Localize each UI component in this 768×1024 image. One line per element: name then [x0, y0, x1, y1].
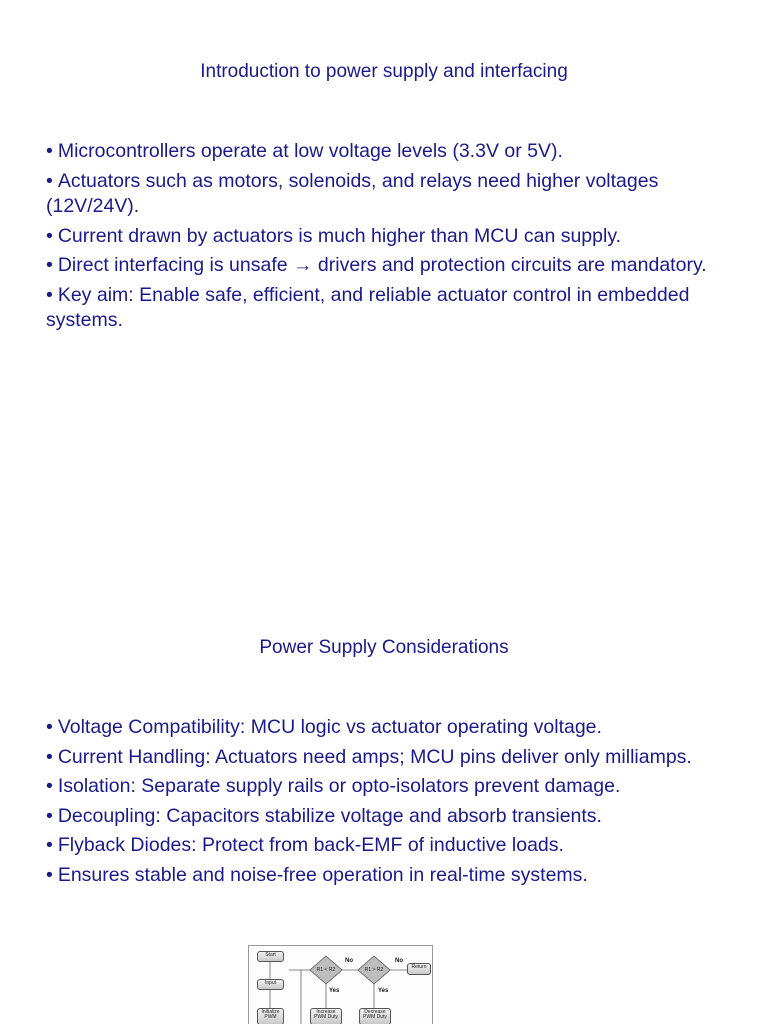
bullet-item: [46, 169, 736, 220]
slide-title: Power Supply Considerations: [259, 637, 509, 658]
bullet-item: [46, 804, 736, 830]
flowchart-increase-box: Increase PWM Duty: [310, 1008, 342, 1024]
bullet-item: [46, 139, 736, 165]
bullet-text: Key aim: Enable safe, efficient, and reliable actuator control in embedded systems.: [46, 283, 690, 331]
bullet-item: [46, 833, 736, 859]
bullet-dot: •: [46, 169, 53, 192]
bullet-item: [46, 774, 736, 800]
flowchart-start-box: Start: [257, 951, 284, 962]
bullet-dot: •: [46, 224, 53, 247]
bullet-dot: •: [46, 716, 53, 738]
bullet-text: Microcontrollers operate at low voltage levels (3.3V or 5V).: [57, 140, 563, 162]
bullet-text: Current drawn by actuators is much higher than MCU can supply.: [57, 224, 622, 247]
flowchart-no-label-2: No: [395, 958, 403, 964]
bullet-dot: •: [46, 254, 53, 276]
flowchart-decision-1: R1 < R2: [316, 967, 336, 973]
bullet-list: [46, 715, 736, 892]
bullet-item: [46, 745, 736, 771]
bullet-text: Actuators such as motors, solenoids, and relays need higher voltages (12V/24V).: [46, 169, 659, 217]
flowchart-input-box: Input: [257, 979, 284, 990]
flowchart-initialize-box: Initialize PWM: [257, 1008, 284, 1024]
flowchart-no-label-1: No: [345, 958, 353, 964]
flowchart-return-box: Return: [407, 963, 431, 975]
bullet-dot: •: [46, 804, 53, 827]
bullet-text: Ensures stable and noise-free operation in real-time systems.: [57, 863, 588, 886]
bullet-item: [46, 863, 736, 889]
bullet-text: Decoupling: Capacitors stabilize voltage and absorb transients.: [57, 804, 602, 827]
flowchart-decision-2: R1 > R2: [364, 967, 384, 973]
flowchart-decrease-box: Decrease PWM Duty: [359, 1008, 391, 1024]
bullet-list: [46, 139, 736, 338]
bullet-dot: •: [46, 140, 53, 162]
flowchart-yes-label-1: Yes: [329, 988, 340, 994]
bullet-item: [46, 715, 736, 741]
flowchart-image: [248, 945, 433, 1024]
bullet-dot: •: [46, 863, 53, 886]
bullet-text: Direct interfacing is unsafe → drivers and protection circuits are mandatory.: [57, 254, 707, 276]
bullet-text: Isolation: Separate supply rails or opto-isolators prevent damage.: [57, 775, 621, 797]
bullet-text: Current Handling: Actuators need amps; MCU pins deliver only milliamps.: [57, 745, 692, 768]
bullet-dot: •: [46, 775, 53, 797]
flowchart-yes-label-2: Yes: [378, 988, 389, 994]
bullet-item: [46, 283, 736, 334]
bullet-dot: •: [46, 834, 53, 856]
bullet-item: [46, 224, 736, 250]
bullet-item: [46, 253, 736, 279]
bullet-dot: •: [46, 283, 53, 306]
bullet-text: Voltage Compatibility: MCU logic vs actuator operating voltage.: [57, 716, 602, 738]
bullet-dot: •: [46, 745, 53, 768]
bullet-text: Flyback Diodes: Protect from back-EMF of inductive loads.: [57, 834, 564, 856]
slide-title: Introduction to power supply and interfacing: [200, 61, 568, 82]
